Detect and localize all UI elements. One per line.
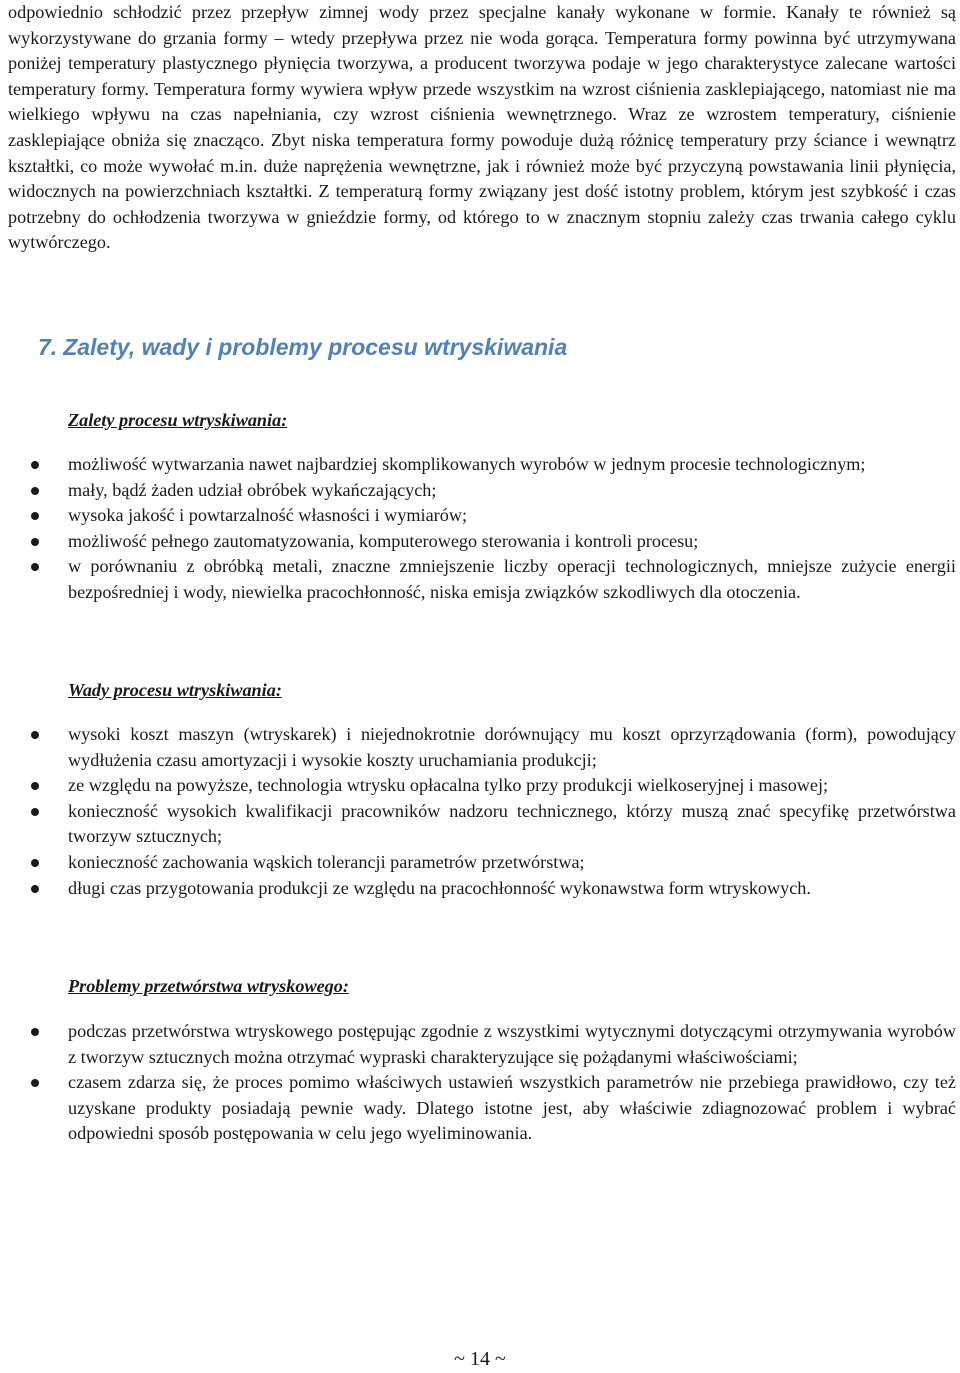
disadvantages-heading: Wady procesu wtryskiwania: [68, 680, 282, 700]
list-item [8, 1019, 956, 1070]
list-item-text: mały, bądź żaden udział obróbek wykańczających; [68, 479, 437, 500]
page-number: ~ 14 ~ [454, 1348, 506, 1370]
section-number: 7. [38, 334, 58, 360]
problems-heading: Problemy przetwórstwa wtryskowego: [68, 976, 349, 996]
section-heading [38, 334, 567, 361]
problems-list [8, 1019, 956, 1147]
bullet-icon [31, 1079, 39, 1087]
list-item [8, 876, 956, 902]
list-item-text: możliwość wytwarzania nawet najbardziej skomplikowanych wyrobów w jednym procesie technologicznym; [68, 454, 866, 474]
list-item [8, 529, 956, 555]
bullet-icon [31, 512, 39, 520]
list-item [8, 799, 956, 850]
list-item-text: czasem zdarza się, że proces pomimo właściwych ustawień wszystkich parametrów nie przebiega prawidłowo, czy też uzyskane produkty posiadają pewnie wady. Dlatego istotne jest, aby właściwie zdiagnozować problem i wybrać odpowiedni sposób postępowania w celu jego wyeliminowania. [68, 1072, 956, 1144]
list-item [8, 478, 956, 504]
list-item-text: wysoka jakość i powtarzalność własności i wymiarów; [68, 505, 468, 526]
list-item-text: konieczność zachowania wąskich tolerancji parametrów przetwórstwa; [68, 851, 585, 872]
bullet-icon [31, 782, 39, 790]
bullet-icon [31, 538, 39, 546]
list-item-text: podczas przetwórstwa wtryskowego postępując zgodnie z wszystkimi wytycznymi dotyczącymi otrzymywania wyrobów z tworzyw sztucznych można otrzymać wypraski charakteryzujące się pożądanymi właściwościami; [68, 1021, 956, 1067]
list-item [8, 850, 956, 876]
intro-paragraph: odpowiednio schłodzić przez przepływ zimnej wody przez specjalne kanały wykonane w formie. Kanały te również są wykorzystywane do grzania formy – wtedy przepływa przez nie woda gorąca. Temperatura formy powinna być utrzymywana poniżej temperatury plastycznego płynięcia tworzywa, a producent tworzywa podaje w jego charakterystyce zalecane wartości temperatury formy. Temperatura formy wywiera wpływ przede wszystkim na wzrost ciśnienia zasklepiającego, natomiast nie ma wielkiego wpływu na czas napełniania, czy wzrost ciśnienia wewnętrznego. Wraz ze wzrostem temperatury, ciśnienie zasklepiające obniża się znacząco. Zbyt niska temperatura formy powoduje dużą różnicę temperatury przy ściance i wewnątrz kształtki, co może wywołać m.in. duże naprężenia wewnętrzne, jak i również może być przyczyną powstawania linii płynięcia, widocznych na powierzchniach kształtki. Z temperaturą formy związany jest dość istotny problem, którym jest szybkość i czas potrzebny do ochłodzenia tworzywa w gnieździe formy, od którego to w znacznym stopniu zależy czas trwania całego cyklu wytwórczego. [8, 2, 956, 253]
bullet-icon [31, 808, 39, 816]
list-item-text: ze względu na powyższe, technologia wtrysku opłacalna tylko przy produkcji wielkoseryjnej i masowej; [68, 775, 829, 796]
bullet-icon [31, 563, 39, 571]
list-item-text: możliwość pełnego zautomatyzowania, komputerowego sterowania i kontroli procesu; [68, 530, 699, 551]
list-item [8, 1070, 956, 1147]
bullet-icon [31, 859, 39, 867]
list-item-text: w porównaniu z obróbką metali, znaczne zmniejszenie liczby operacji technologicznych, mniejsze zużycie energii bezpośredniej i wody, niewielka pracochłonność, niska emisja związków szkodliwych dla otoczenia. [68, 556, 956, 602]
advantages-heading: Zalety procesu wtryskiwania: [68, 410, 288, 430]
section-title: Zalety, wady i problemy procesu wtryskiwania [63, 334, 568, 360]
bullet-icon [31, 885, 39, 893]
disadvantages-list [8, 722, 956, 901]
list-item [8, 452, 956, 478]
list-item-text: konieczność wysokich kwalifikacji pracowników nadzoru technicznego, którzy muszą znać specyfikę przetwórstwa tworzyw sztucznych; [68, 800, 956, 847]
bullet-icon [31, 1028, 39, 1036]
bullet-icon [31, 487, 39, 495]
bullet-icon [31, 731, 39, 739]
bullet-icon [31, 461, 39, 469]
list-item-text: wysoki koszt maszyn (wtryskarek) i niejednokrotnie dorównujący mu koszt oprzyrządowania (form), powodujący wydłużenia czasu amortyzacji i wysokie koszty uruchamiania produkcji; [68, 724, 956, 770]
list-item [8, 722, 956, 773]
advantages-list [8, 452, 956, 606]
list-item [8, 773, 956, 799]
list-item [8, 503, 956, 529]
list-item-text: długi czas przygotowania produkcji ze względu na pracochłonność wykonawstwa form wtryskowych. [68, 877, 811, 898]
list-item [8, 554, 956, 605]
